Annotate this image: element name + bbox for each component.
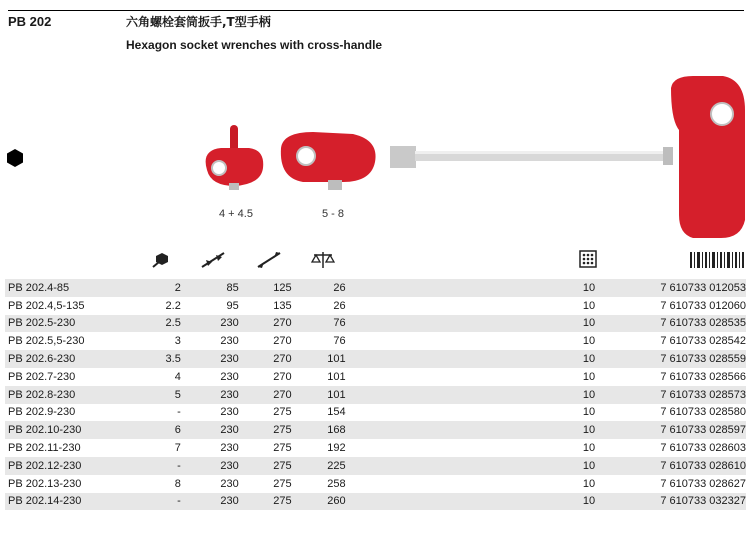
value-cell: 10 [346,350,596,368]
article-number-cell: PB 202.8-230 [5,386,136,404]
value-cell: 7 610733 028542 [660,335,746,348]
value-cell: 275 [273,406,292,419]
value-cell: 230 [181,386,239,404]
value-cell: 230 [220,370,239,383]
table-row [5,457,746,475]
product-photo [193,70,745,240]
value-cell: 168 [292,421,346,439]
value-cell: 230 [181,315,239,333]
value-cell: 10 [346,386,596,404]
value-cell: 230 [181,457,239,475]
value-cell: 125 [239,279,292,297]
value-cell: 7 610733 028610 [595,457,746,475]
table-row [5,404,746,422]
value-cell: 275 [239,493,292,511]
article-number-cell: PB 202.11-230 [8,442,81,455]
shaft-length-icon [200,250,226,270]
table-row [5,439,746,457]
table-row [5,332,746,350]
value-cell: 10 [582,335,596,348]
value-cell: - [177,406,181,419]
value-cell: 10 [582,477,596,490]
value-cell: 275 [239,421,292,439]
value-cell: 4 [174,370,181,383]
value-cell: 270 [273,370,292,383]
barcode-icon [689,250,745,270]
value-cell: 230 [181,350,239,368]
article-number-cell: PB 202.4-85 [5,279,136,297]
caption-small-handle: 4 + 4.5 [219,208,253,220]
article-number-cell: PB 202.7-230 [8,370,76,383]
value-cell: 26 [333,299,346,312]
table-row [5,297,746,315]
value-cell: 7 610733 028535 [595,315,746,333]
article-number-cell: PB 202.13-230 [8,477,82,490]
table-row [5,475,746,493]
article-number-cell: PB 202.9-230 [8,406,76,419]
value-cell: 7 610733 028597 [595,421,746,439]
value-cell: 270 [239,386,292,404]
value-cell: 270 [239,315,292,333]
value-cell: 2 [136,279,181,297]
value-cell: 230 [220,442,239,455]
table-row [5,368,746,386]
value-cell: 10 [582,406,596,419]
long-wrench-illustration [390,76,745,238]
value-cell: 7 610733 028559 [595,350,746,368]
hexagon-icon [6,148,24,168]
total-length-icon [256,250,282,270]
value-cell: 10 [346,279,596,297]
value-cell: 101 [292,350,346,368]
value-cell: 8 [174,477,181,490]
value-cell: 10 [582,299,596,312]
product-table [5,279,746,510]
article-number-cell: PB 202.5,5-230 [8,335,85,348]
article-number-cell: PB 202.14-230 [5,493,136,511]
value-cell: 7 610733 028566 [660,370,746,383]
value-cell: 154 [327,406,346,419]
value-cell: - [136,493,181,511]
value-cell: 101 [292,386,346,404]
value-cell: 7 610733 028603 [660,442,746,455]
value-cell: 95 [226,299,239,312]
value-cell: 3 [174,335,181,348]
value-cell: 3.5 [136,350,181,368]
value-cell: 7 610733 012060 [660,299,746,312]
value-cell: 270 [239,350,292,368]
value-cell: 76 [292,315,346,333]
value-cell: 85 [181,279,239,297]
value-cell: 7 610733 028627 [660,477,746,490]
small-handle-illustration [206,125,264,190]
table-row [5,315,746,333]
table-row [5,386,746,404]
title-english: Hexagon socket wrenches with cross-handle [126,38,383,52]
product-code: PB 202 [8,14,52,29]
value-cell: 10 [346,493,596,511]
table-row [5,279,746,297]
header-rule [8,10,744,11]
value-cell: 10 [346,315,596,333]
article-number-cell: PB 202.12-230 [5,457,136,475]
value-cell: 10 [346,421,596,439]
pack-quantity-icon [579,250,597,268]
value-cell: 26 [292,279,346,297]
article-number-cell: PB 202.10-230 [5,421,136,439]
value-cell: 10 [346,457,596,475]
table-row [5,421,746,439]
hex-socket-size-icon [150,250,172,270]
value-cell: 6 [136,421,181,439]
value-cell: 135 [273,299,292,312]
value-cell: 225 [292,457,346,475]
table-row [5,493,746,511]
value-cell: 275 [273,477,292,490]
large-handle-illustration [281,132,376,190]
article-number-cell: PB 202.5-230 [5,315,136,333]
value-cell: 275 [239,457,292,475]
value-cell: 101 [327,370,346,383]
article-number-cell: PB 202.6-230 [5,350,136,368]
value-cell: 2.2 [165,299,181,312]
value-cell: 230 [220,477,239,490]
value-cell: 5 [136,386,181,404]
value-cell: 260 [292,493,346,511]
value-cell: 7 610733 028580 [660,406,746,419]
weight-scale-icon [311,250,335,270]
table-row [5,350,746,368]
value-cell: 10 [582,442,596,455]
value-cell: 230 [220,406,239,419]
value-cell: 275 [273,442,292,455]
value-cell: 7 610733 028573 [595,386,746,404]
title-chinese: 六角螺栓套筒扳手,T型手柄 [126,15,271,29]
value-cell: 76 [333,335,346,348]
value-cell: 7 610733 012053 [595,279,746,297]
caption-large-handle: 5 - 8 [322,208,345,220]
value-cell: 10 [582,370,596,383]
value-cell: 258 [327,477,346,490]
value-cell: 7 [174,442,181,455]
article-number-cell: PB 202.4,5-135 [8,299,85,312]
value-cell: 270 [273,335,292,348]
value-cell: 2.5 [136,315,181,333]
value-cell: 230 [181,421,239,439]
value-cell: 230 [220,335,239,348]
value-cell: 230 [181,493,239,511]
value-cell: 7 610733 032327 [595,493,746,511]
value-cell: - [136,457,181,475]
value-cell: 192 [327,442,346,455]
